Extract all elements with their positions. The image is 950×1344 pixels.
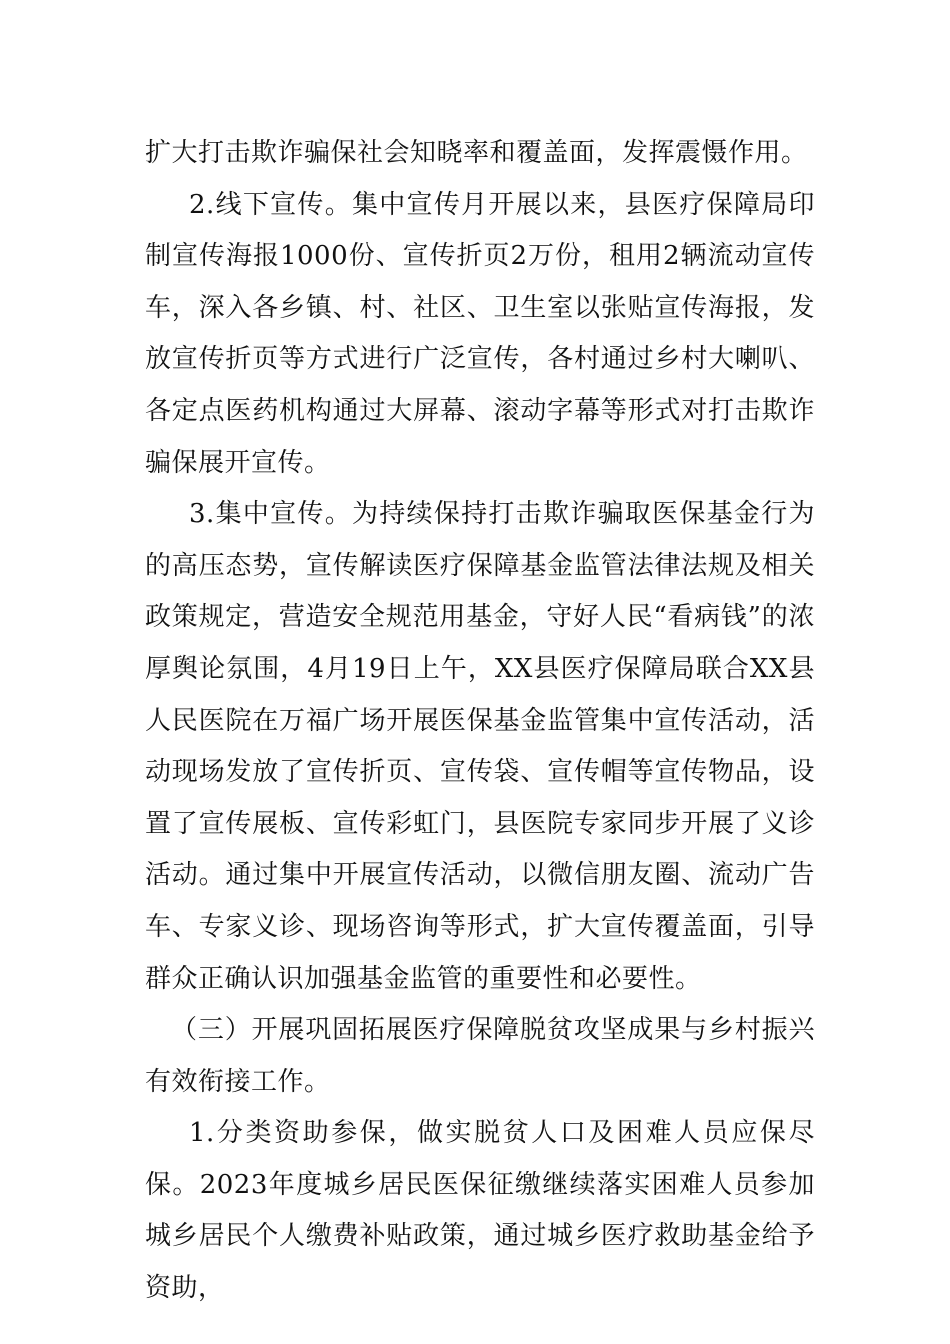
paragraph-offline-publicity: 2.线下宣传。集中宣传月开展以来，县医疗保障局印制宣传海报1000份、宣传折页2万份，租用2辆流动宣传车，深入各乡镇、村、社区、卫生室以张贴宣传海报，发放宣传折页等方式进行广泛宣传，各村通过乡村大喇叭、各定点医药机构通过大屏幕、滚动字幕等形式对打击欺诈骗保展开宣传。: [145, 189, 815, 478]
paragraph-insurance-subsidy: 1.分类资助参保，做实脱贫人口及困难人员应保尽保。2023年度城乡居民医保征缴继续落实困难人员参加城乡居民个人缴费补贴政策，通过城乡医疗救助基金给予资助，: [145, 1118, 815, 1304]
section-heading-three: （三）开展巩固拓展医疗保障脱贫攻坚成果与乡村振兴有效衔接工作。: [145, 1015, 815, 1097]
document-body: [145, 128, 815, 1315]
paragraph-concentrated-publicity: 3.集中宣传。为持续保持打击欺诈骗取医保基金行为的高压态势，宣传解读医疗保障基金监管法律法规及相关政策规定，营造安全规范用基金，守好人民“看病钱”的浓厚舆论氛围，4月19日上午，XX县医疗保障局联合XX县人民医院在万福广场开展医保基金监管集中宣传活动，活动现场发放了宣传折页、宣传袋、宣传帽等宣传物品，设置了宣传展板、宣传彩虹门，县医院专家同步开展了义诊活动。通过集中开展宣传活动，以微信朋友圈、流动广告车、专家义诊、现场咨询等形式，扩大宣传覆盖面，引导群众正确认识加强基金监管的重要性和必要性。: [145, 499, 815, 994]
paragraph-continuation: 扩大打击欺诈骗保社会知晓率和覆盖面，发挥震慑作用。: [145, 138, 808, 168]
